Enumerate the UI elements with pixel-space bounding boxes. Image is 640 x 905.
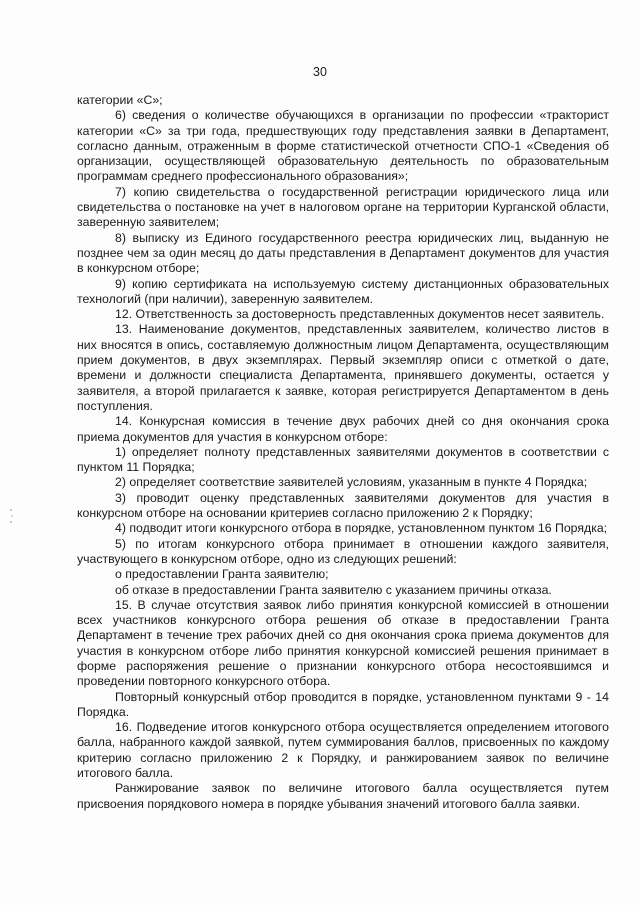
paragraph: 14. Конкурсная комиссия в течение двух рабочих дней со дня окончания срока приема документов для участия в конкурсном отборе: bbox=[77, 414, 609, 444]
paragraph: 9) копию сертификата на используемую систему дистанционных образовательных технологий (при наличии), заверенную заявителем. bbox=[77, 276, 609, 306]
paragraph: 3) проводит оценку представленных заявителями документов для участия в конкурсном отборе на основании критериев согласно приложению 2 к Порядку; bbox=[77, 490, 609, 521]
paragraph: 7) копию свидетельства о государственной регистрации юридического лица или свидетельства о постановке на учет в налоговом органе на территории Курганской области, заверенную заявителем; bbox=[77, 184, 609, 230]
paragraph: 16. Подведение итогов конкурсного отбора осуществляется определением итогового балла, набранного каждой заявкой, путем суммирования баллов, присвоенных по каждому критерию согласно приложению 2 к Порядку, и ранжированием заявок по величине итогового балла. bbox=[77, 720, 609, 781]
paragraph: 5) по итогам конкурсного отбора принимает в отношении каждого заявителя, участвующего в конкурсном отборе, одно из следующих решений: bbox=[77, 536, 609, 566]
paragraph: Повторный конкурсный отбор проводится в порядке, установленном пунктами 9 - 14 Порядка. bbox=[77, 689, 609, 719]
paragraph: категории «С»; bbox=[77, 93, 163, 107]
paragraph: 1) определяет полноту представленных заявителями документов в соответствии с пунктом 11 Порядка; bbox=[77, 444, 609, 475]
paragraph: 6) сведения о количестве обучающихся в организации по профессии «тракторист категории «С» за три года, предшествующих году представления заявки в Департамент, согласно данным, отраженным в форме статистической отчетности СПО-1 «Сведения об организации, осуществляющей образовательную деятельность по образовательным программам среднего профессионального образования»; bbox=[77, 108, 609, 184]
paragraph: 15. В случае отсутствия заявок либо принятия конкурсной комиссией в отношении всех участников конкурсного отбора решения об отказе в предоставлении Гранта Департамент в течение трех рабочих дней со дня окончания срока приема документов для участия в конкурсном отборе либо принятия конкурсной комиссией решения принимает в форме распоряжения решение о признании конкурсного отбора несостоявшимся и проведении повторного конкурсного отбора. bbox=[77, 597, 609, 689]
paragraph: 4) подводит итоги конкурсного отбора в порядке, установленном пунктом 16 Порядка; bbox=[115, 521, 608, 536]
paragraph: 2) определяет соответствие заявителей условиям, указанным в пункте 4 Порядка; bbox=[115, 475, 588, 490]
paragraph: о предоставлении Гранта заявителю; bbox=[115, 567, 329, 582]
scan-speck-icon bbox=[9, 507, 14, 527]
paragraph: 12. Ответственность за достоверность представленных документов несет заявитель. bbox=[115, 307, 605, 322]
paragraph: об отказе в предоставлении Гранта заявителю с указанием причины отказа. bbox=[115, 582, 552, 597]
paragraph: 13. Наименование документов, представленных заявителем, количество листов в них вносятся в опись, составляемую должностным лицом Департамента, осуществляющим прием документов, в двух экземплярах. Первый экземпляр описи с отметкой о дате, времени и должности специалиста Департамента, принявшего документы, остается у заявителя, а второй прилагается к заявке, которая регистрируется Департаментом в день поступления. bbox=[77, 322, 609, 413]
paragraph: Ранжирование заявок по величине итогового балла осуществляется путем присвоения порядкового номера в порядке убывания значений итогового балла заявки. bbox=[77, 781, 609, 811]
paragraph: 8) выписку из Единого государственного реестра юридических лиц, выданную не позднее чем за один месяц до даты представления в Департамент документов для участия в конкурсном отборе; bbox=[77, 230, 609, 276]
scan-artifact-mark bbox=[9, 507, 14, 527]
document-body bbox=[77, 93, 609, 812]
page-number: 30 bbox=[313, 65, 327, 79]
